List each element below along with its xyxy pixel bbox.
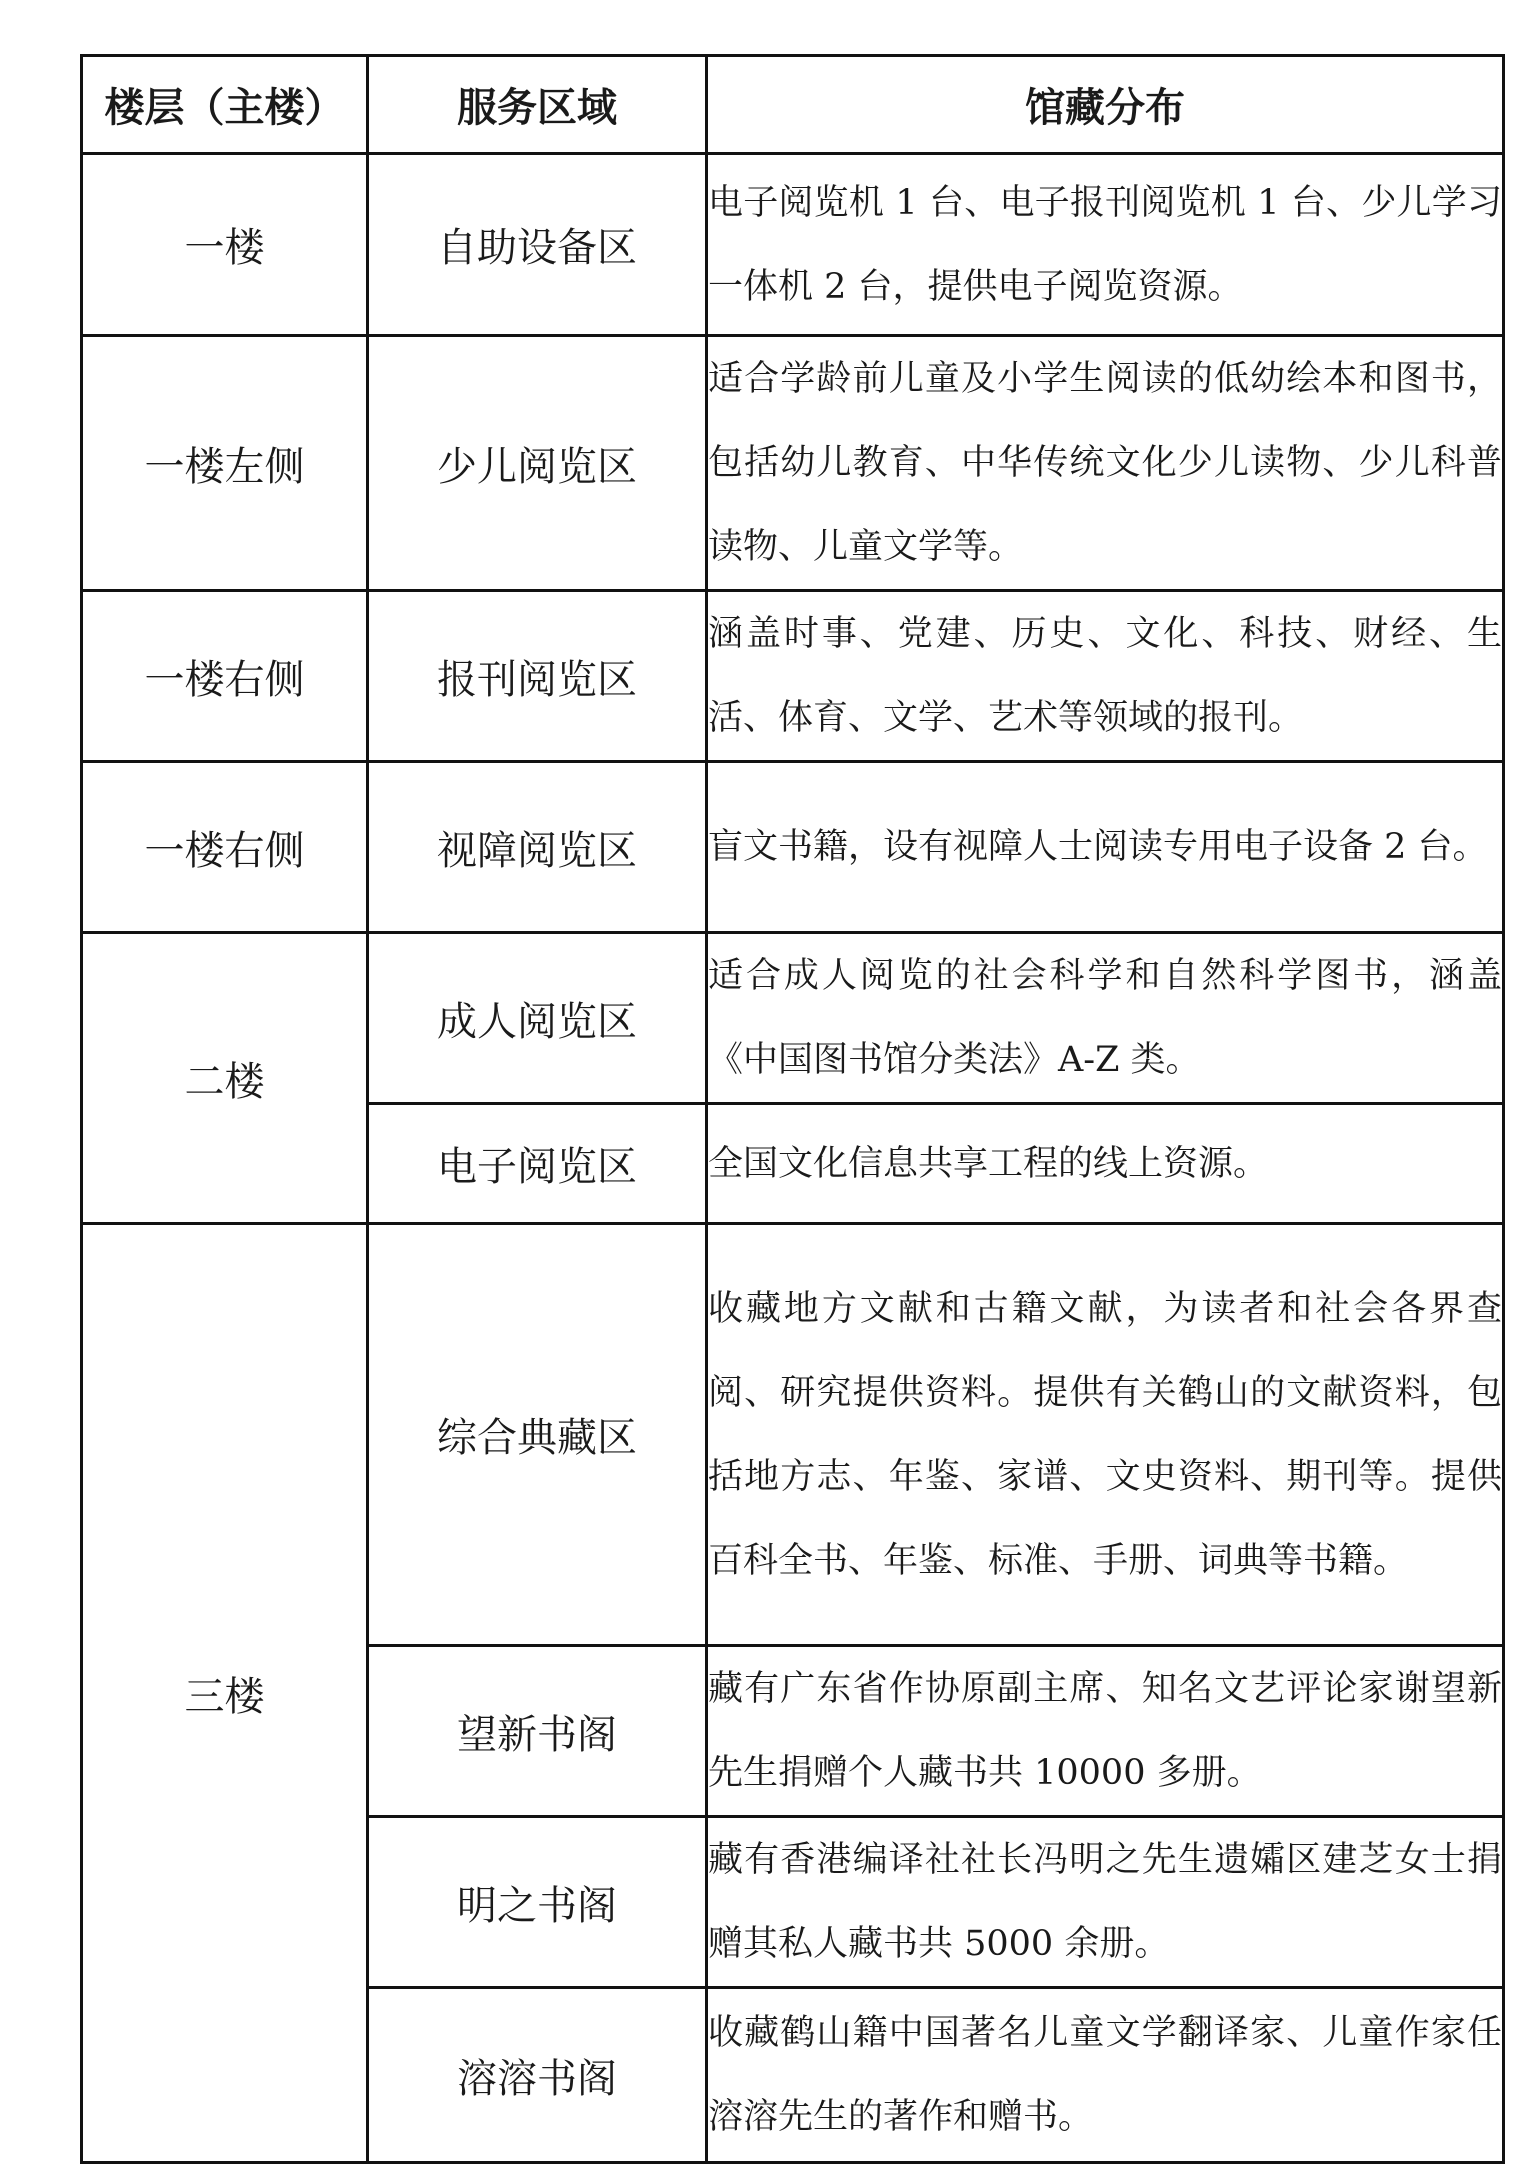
floor-cell: 一楼右侧 <box>82 591 368 762</box>
holdings-cell: 藏有广东省作协原副主席、知名文艺评论家谢望新先生捐赠个人藏书共 10000 多册。 <box>707 1646 1504 1817</box>
table-row <box>82 591 1504 762</box>
table-row <box>82 933 1504 1104</box>
table-row <box>82 336 1504 591</box>
service-area-cell: 电子阅览区 <box>368 1104 707 1224</box>
service-area-cell: 成人阅览区 <box>368 933 707 1104</box>
table-row <box>82 154 1504 336</box>
table-row <box>82 762 1504 933</box>
service-area-cell: 视障阅览区 <box>368 762 707 933</box>
holdings-cell: 收藏鹤山籍中国著名儿童文学翻译家、儿童作家任溶溶先生的著作和赠书。 <box>707 1988 1504 2163</box>
library-floor-table <box>80 54 1505 2164</box>
service-area-cell: 明之书阁 <box>368 1817 707 1988</box>
service-area-cell: 综合典藏区 <box>368 1224 707 1646</box>
header-holdings: 馆藏分布 <box>707 56 1504 154</box>
holdings-cell: 适合学龄前儿童及小学生阅读的低幼绘本和图书，包括幼儿教育、中华传统文化少儿读物、少儿科普读物、儿童文学等。 <box>707 336 1504 591</box>
floor-cell: 三楼 <box>82 1224 368 2163</box>
floor-cell: 一楼 <box>82 154 368 336</box>
floor-cell: 二楼 <box>82 933 368 1224</box>
service-area-cell: 溶溶书阁 <box>368 1988 707 2163</box>
service-area-cell: 自助设备区 <box>368 154 707 336</box>
holdings-cell: 电子阅览机 1 台、电子报刊阅览机 1 台、少儿学习一体机 2 台，提供电子阅览资源。 <box>707 154 1504 336</box>
holdings-cell: 收藏地方文献和古籍文献，为读者和社会各界查阅、研究提供资料。提供有关鹤山的文献资料，包括地方志、年鉴、家谱、文史资料、期刊等。提供百科全书、年鉴、标准、手册、词典等书籍。 <box>707 1224 1504 1646</box>
holdings-cell: 盲文书籍，设有视障人士阅读专用电子设备 2 台。 <box>707 762 1504 933</box>
header-service-area: 服务区域 <box>368 56 707 154</box>
holdings-cell: 涵盖时事、党建、历史、文化、科技、财经、生活、体育、文学、艺术等领域的报刊。 <box>707 591 1504 762</box>
service-area-cell: 少儿阅览区 <box>368 336 707 591</box>
floor-cell: 一楼左侧 <box>82 336 368 591</box>
floor-cell: 一楼右侧 <box>82 762 368 933</box>
holdings-cell: 全国文化信息共享工程的线上资源。 <box>707 1104 1504 1224</box>
header-floor: 楼层（主楼） <box>82 56 368 154</box>
holdings-cell: 藏有香港编译社社长冯明之先生遗孀区建芝女士捐赠其私人藏书共 5000 余册。 <box>707 1817 1504 1988</box>
service-area-cell: 报刊阅览区 <box>368 591 707 762</box>
service-area-cell: 望新书阁 <box>368 1646 707 1817</box>
table-header-row <box>82 56 1504 154</box>
holdings-cell: 适合成人阅览的社会科学和自然科学图书，涵盖《中国图书馆分类法》A-Z 类。 <box>707 933 1504 1104</box>
table-row <box>82 1224 1504 1646</box>
